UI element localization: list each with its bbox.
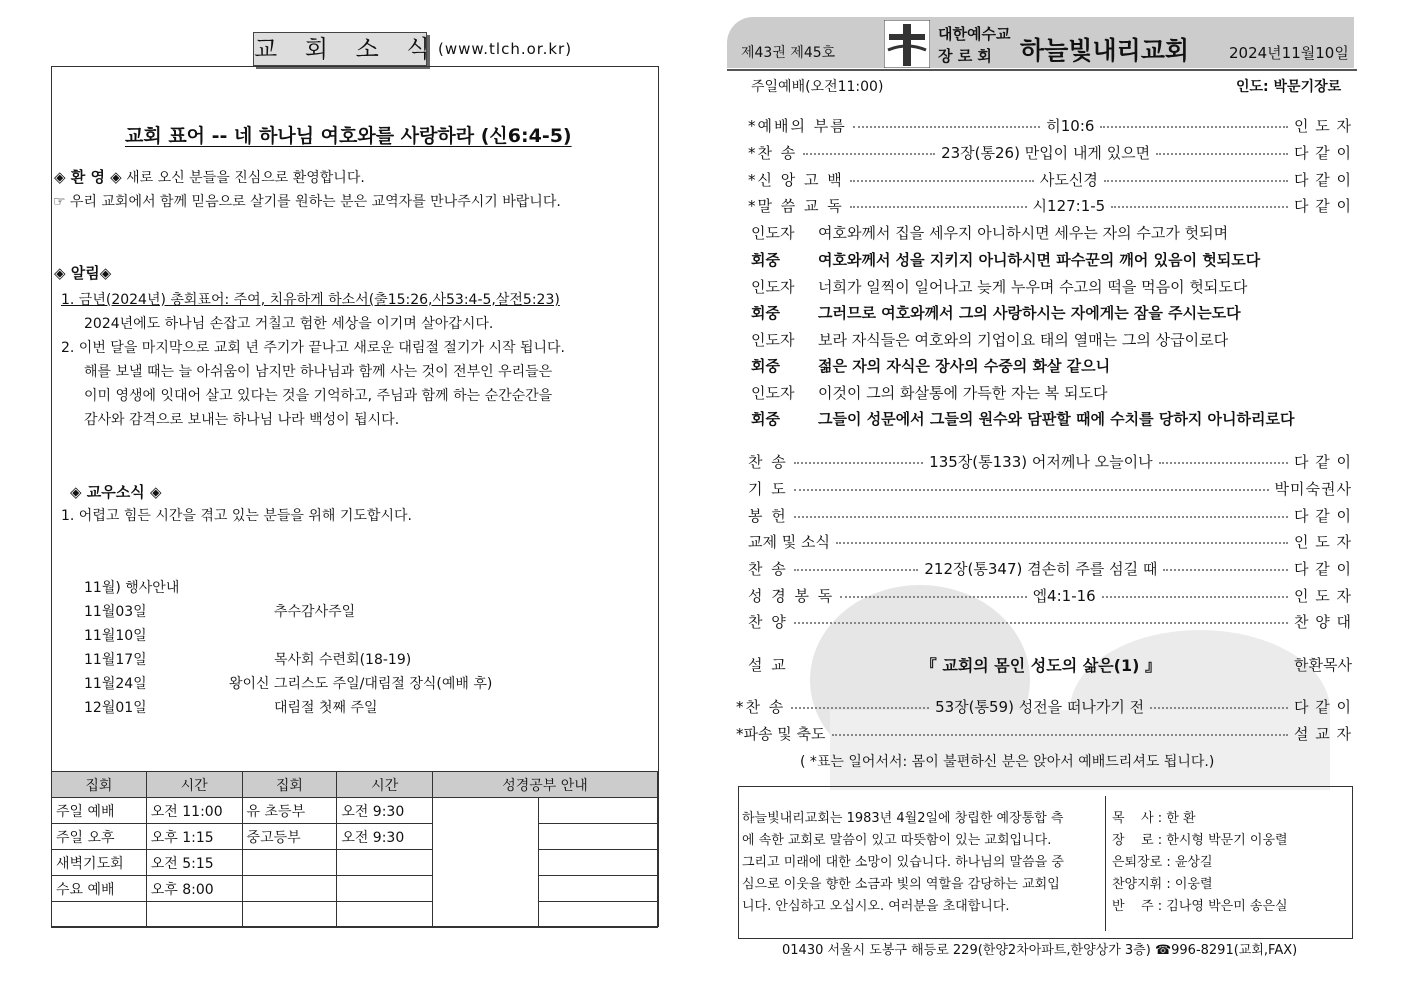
notice-line: 이미 영생에 잇대어 살고 있다는 것을 기억하고, 주님과 함께 하는 순간순간을 <box>84 388 553 404</box>
order-row <box>748 584 1352 606</box>
order-label: *말 씀 교 독 <box>748 196 844 215</box>
dot-leader <box>1159 462 1288 464</box>
order-responsible: 다 같 이 <box>1293 196 1352 215</box>
order-content: 212장(통347) 겸손히 주를 섬길 때 <box>924 559 1158 578</box>
order-responsible: 박미숙권사 <box>1274 479 1352 498</box>
dot-leader <box>794 516 1288 518</box>
schedule-header: 집회 <box>52 772 147 798</box>
about-line: 그리고 미래에 대한 소망이 있습니다. 하나님의 말씀을 중 <box>742 855 1064 870</box>
order-label: 봉 헌 <box>748 506 788 525</box>
reading-speaker: 회중 <box>751 251 780 269</box>
dot-leader <box>794 489 1269 491</box>
welcome-line2: ☞ 우리 교회에서 함께 믿음으로 살기를 원하는 분은 교역자를 만나주시기 바랍니다. <box>53 194 561 210</box>
schedule-header-row <box>52 772 658 798</box>
staff-line: 장 로 : 한시형 박문기 이웅렬 <box>1112 833 1288 848</box>
order-content: 엡4:1-16 <box>1032 586 1096 605</box>
dot-leader <box>853 126 1041 128</box>
reading-line: 이것이 그의 화살통에 가득한 자는 복 되도다 <box>818 384 1108 402</box>
reading-speaker: 회중 <box>751 357 780 375</box>
dot-leader <box>1163 569 1288 571</box>
order-row <box>748 450 1352 472</box>
order-row <box>748 194 1352 216</box>
event-date: 11월10일 <box>84 628 147 644</box>
order-row <box>748 114 1352 136</box>
dot-leader <box>1100 126 1288 128</box>
order-label: 찬 송 <box>748 452 788 471</box>
dot-leader <box>1156 153 1288 155</box>
dot-leader <box>840 596 1026 598</box>
table-cell <box>538 824 657 850</box>
order-responsible: 다 같 이 <box>1293 170 1352 189</box>
order-content: 사도신경 <box>1039 170 1098 189</box>
reading-line: 젊은 자의 자식은 장사의 수중의 화살 같으니 <box>818 357 1111 375</box>
sermon-title: 『 교회의 몸인 성도의 삶은(1) 』 <box>920 655 1161 675</box>
table-cell: 유 초등부 <box>242 798 337 824</box>
order-responsible: 다 같 이 <box>1294 452 1353 471</box>
bible-study-cell <box>433 798 539 928</box>
reading-speaker: 인도자 <box>751 331 795 349</box>
order-responsible: 인 도 자 <box>1293 532 1352 551</box>
order-label: *파송 및 축도 <box>736 724 826 743</box>
notices-title: ◈ 알림◈ <box>54 264 112 282</box>
order-row <box>748 610 1352 632</box>
table-cell: 수요 예배 <box>52 876 147 902</box>
order-row <box>748 504 1352 526</box>
reading-line: 너희가 일찍이 일어나고 늦게 누우며 수고의 떡을 먹음이 헛되도다 <box>818 278 1248 296</box>
order-responsible: 다 같 이 <box>1294 143 1353 162</box>
order-responsible: 인 도 자 <box>1294 586 1353 605</box>
table-row <box>52 824 658 850</box>
welcome-title: ◈ 환 영 ◈ <box>54 168 122 186</box>
table-cell: 중고등부 <box>242 824 337 850</box>
members-title: ◈ 교우소식 ◈ <box>70 483 162 501</box>
dot-leader <box>850 180 1034 182</box>
dot-leader <box>850 206 1027 208</box>
order-row <box>748 477 1352 499</box>
table-cell: 새벽기도회 <box>52 850 147 876</box>
order-label: 교제 및 소식 <box>748 532 830 551</box>
event-name: 대림절 첫째 주일 <box>274 700 378 716</box>
staff-line: 찬양지휘 : 이웅렬 <box>1112 877 1213 892</box>
reading-line: 여호와께서 집을 세우지 아니하시면 세우는 자의 수고가 헛되며 <box>818 224 1229 242</box>
table-cell: 오후 1:15 <box>146 824 242 850</box>
table-cell: 오전 11:00 <box>146 798 242 824</box>
table-row <box>52 902 658 928</box>
table-cell <box>242 876 337 902</box>
info-divider <box>1105 796 1106 931</box>
table-cell <box>538 850 657 876</box>
order-label: 기 도 <box>748 479 788 498</box>
dot-leader <box>803 153 935 155</box>
table-cell <box>146 902 242 928</box>
order-responsible: 설 교 자 <box>1293 724 1352 743</box>
table-cell: 오전 9:30 <box>337 824 433 850</box>
church-url[interactable]: (www.tlch.or.kr) <box>438 40 573 58</box>
reading-line: 여호와께서 성을 지키지 아니하시면 파수꾼의 깨어 있음이 헛되도다 <box>818 251 1261 269</box>
table-row <box>52 876 658 902</box>
schedule-header: 성경공부 안내 <box>433 772 658 798</box>
table-cell <box>242 850 337 876</box>
about-line: 니다. 안심하고 오십시오. 여러분을 초대합니다. <box>742 899 1010 914</box>
order-label: *찬 송 <box>748 143 798 162</box>
dot-leader <box>794 569 919 571</box>
order-content: 시127:1-5 <box>1032 196 1106 215</box>
about-line: 심으로 이웃을 향한 소금과 빛의 역할을 감당하는 교회입 <box>742 877 1060 892</box>
order-row <box>748 530 1352 552</box>
order-responsible: 다 같 이 <box>1294 697 1353 716</box>
staff-line: 은퇴장로 : 윤상길 <box>1112 855 1213 870</box>
denomination-2: 장 로 회 <box>938 47 992 65</box>
event-date: 12월01일 <box>84 700 147 716</box>
bulletin-date: 2024년11월10일 <box>1229 44 1349 62</box>
event-date: 11월03일 <box>84 604 147 620</box>
order-label: 찬 양 <box>748 612 788 631</box>
sermon-label: 설 교 <box>748 655 788 674</box>
notice-line: 2. 이번 달을 마지막으로 교회 년 주기가 끝나고 새로운 대림절 절기가 시작 됩니다. <box>61 340 565 356</box>
reading-speaker: 인도자 <box>751 384 795 402</box>
dot-leader <box>794 622 1288 624</box>
dot-leader <box>1150 707 1288 709</box>
reading-line: 그러므로 여호와께서 그의 사랑하시는 자에게는 잠을 주시는도다 <box>818 304 1241 322</box>
reading-speaker: 인도자 <box>751 224 795 242</box>
reading-speaker: 회중 <box>751 304 780 322</box>
table-cell <box>337 876 433 902</box>
sermon-preacher: 한환목사 <box>1294 655 1352 674</box>
table-cell <box>242 902 337 928</box>
order-content: 히10:6 <box>1046 116 1095 135</box>
order-row <box>748 168 1352 190</box>
event-name: 목사회 수련회(18-19) <box>274 652 412 668</box>
order-responsible: 다 같 이 <box>1293 506 1352 525</box>
table-cell <box>538 902 657 928</box>
event-date: 11월17일 <box>84 652 147 668</box>
table-cell: 오전 9:30 <box>337 798 433 824</box>
order-label: 찬 송 <box>748 559 788 578</box>
order-label: 성 경 봉 독 <box>748 586 835 605</box>
welcome-section <box>54 166 365 187</box>
service-leader: 인도: 박문기장로 <box>1236 79 1342 95</box>
members-line: 1. 어렵고 힘든 시간을 겪고 있는 분들을 위해 기도합시다. <box>61 508 412 524</box>
table-cell <box>337 850 433 876</box>
standing-footnote: ( *표는 일어서서: 몸이 불편하신 분은 앉아서 예배드리셔도 됩니다.) <box>800 754 1215 770</box>
table-cell <box>337 902 433 928</box>
church-name: 하늘빛내리교회 <box>1020 36 1190 65</box>
news-heading: 교 회 소 식 <box>253 32 427 66</box>
order-row <box>748 557 1352 579</box>
order-content: 53장(통59) 성전을 떠나가기 전 <box>935 697 1145 716</box>
service-time: 주일예배(오전11:00) <box>751 79 884 95</box>
table-row <box>52 798 658 824</box>
event-name: 왕이신 그리스도 주일/대림절 장식(예배 후) <box>229 676 493 692</box>
schedule-header: 시간 <box>146 772 242 798</box>
notice-line: 1. 금년(2024년) 총회표어: 주여, 치유하게 하소서(출15:26,사53:4-5,살전5:23) <box>61 292 560 308</box>
dot-leader <box>1111 206 1288 208</box>
dot-leader <box>794 462 923 464</box>
table-cell <box>538 798 657 824</box>
header-rule <box>727 69 1357 71</box>
order-label: *예배의 부름 <box>748 116 847 135</box>
dot-leader <box>1104 180 1288 182</box>
welcome-text: 새로 오신 분들을 진심으로 환영합니다. <box>126 170 365 186</box>
order-label: *신 앙 고 백 <box>748 170 844 189</box>
order-row <box>736 695 1352 717</box>
order-label: *찬 송 <box>736 697 786 716</box>
cross-logo-icon <box>884 20 930 68</box>
reading-speaker: 회중 <box>751 410 780 428</box>
order-content: 135장(통133) 어저께나 오늘이나 <box>929 452 1153 471</box>
about-line: 하늘빛내리교회는 1983년 4월2일에 창립한 예장통합 측 <box>742 811 1064 826</box>
table-cell <box>52 902 147 928</box>
table-cell: 주일 예배 <box>52 798 147 824</box>
order-row <box>736 722 1352 744</box>
order-content: 23장(통26) 만입이 내게 있으면 <box>941 143 1151 162</box>
table-cell: 오전 5:15 <box>146 850 242 876</box>
order-responsible: 찬 양 대 <box>1293 612 1352 631</box>
table-row <box>52 850 658 876</box>
staff-line: 반 주 : 김나영 박은미 송은실 <box>1112 899 1288 914</box>
dot-leader <box>1102 596 1288 598</box>
volume-number: 제43권 제45호 <box>741 45 836 61</box>
notice-line: 감사와 감격으로 보내는 하나님 나라 백성이 됩시다. <box>84 412 400 428</box>
dot-leader <box>836 542 1288 544</box>
dot-leader <box>832 734 1288 736</box>
staff-line: 목 사 : 한 환 <box>1112 811 1196 826</box>
table-cell: 주일 오후 <box>52 824 147 850</box>
table-cell <box>538 876 657 902</box>
table-cell: 오후 8:00 <box>146 876 242 902</box>
notice-line: 2024년에도 하나님 손잡고 거칠고 험한 세상을 이기며 살아갑시다. <box>84 316 494 332</box>
reading-speaker: 인도자 <box>751 278 795 296</box>
notice-line: 해를 보낼 때는 늘 아쉬움이 남지만 하나님과 함께 사는 것이 전부인 우리들은 <box>84 364 553 380</box>
events-title: 11월) 행사안내 <box>84 580 180 596</box>
church-motto: 교회 표어 -- 네 하나님 여호와를 사랑하라 (신6:4-5) <box>125 125 572 147</box>
order-responsible: 인 도 자 <box>1294 116 1353 135</box>
schedule-header: 시간 <box>337 772 433 798</box>
schedule-header: 집회 <box>242 772 337 798</box>
reading-line: 보라 자식들은 여호와의 기업이요 태의 열매는 그의 상급이로다 <box>818 331 1229 349</box>
schedule-table <box>51 771 658 928</box>
dot-leader <box>791 707 929 709</box>
event-name: 추수감사주일 <box>274 604 356 620</box>
church-address: 01430 서울시 도봉구 해등로 229(한양2차아파트,한양상가 3층) ☎996-8291(교회,FAX) <box>782 943 1298 958</box>
reading-line: 그들이 성문에서 그들의 원수와 담판할 때에 수치를 당하지 아니하리로다 <box>818 410 1295 428</box>
sermon-row <box>748 653 1352 675</box>
about-line: 에 속한 교회로 말씀이 있고 따뜻함이 있는 교회입니다. <box>742 833 1052 848</box>
order-row <box>748 141 1352 163</box>
order-responsible: 다 같 이 <box>1293 559 1352 578</box>
denomination: 대한예수교 <box>938 25 1011 43</box>
event-date: 11월24일 <box>84 676 147 692</box>
